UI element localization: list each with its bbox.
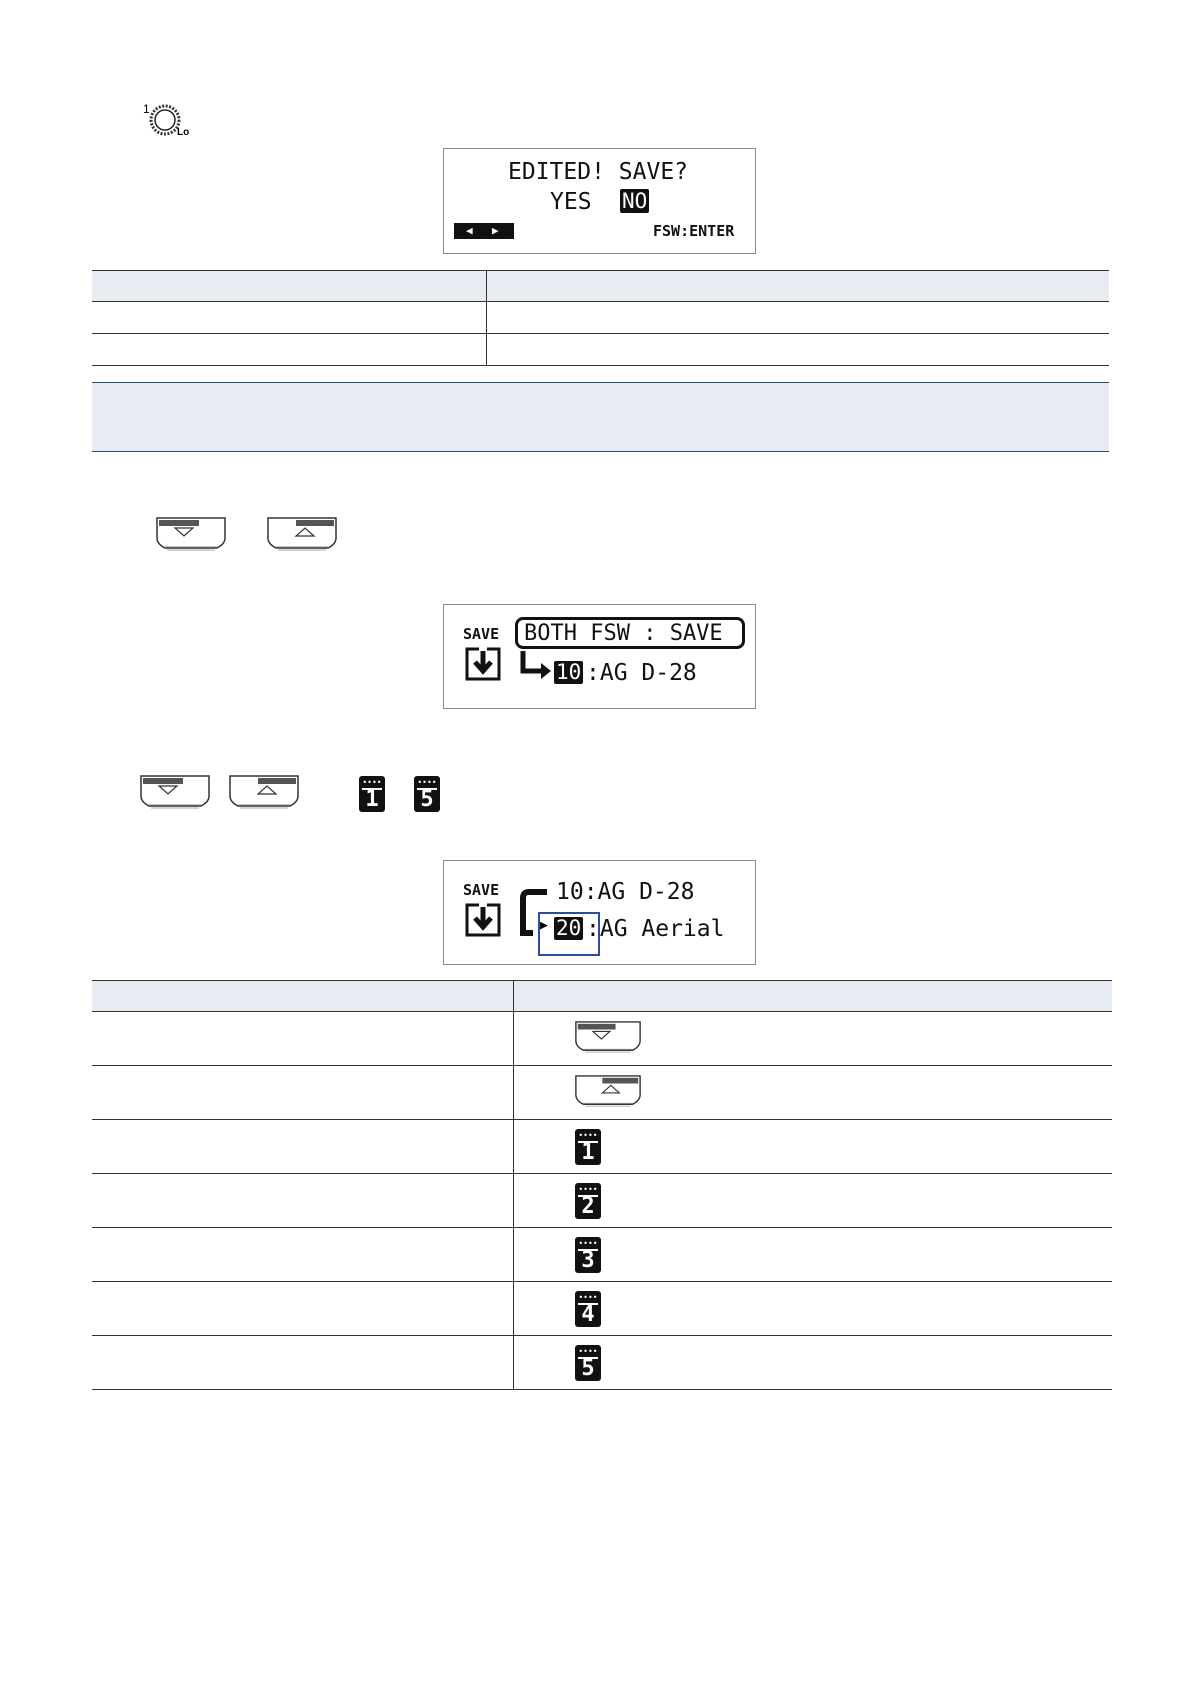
- lcd-destination-name: :AG Aerial: [586, 916, 725, 942]
- memory-switch-number: 3: [581, 1248, 595, 1273]
- level-knob: [140, 100, 190, 140]
- table-row: [92, 1174, 1112, 1228]
- lcd-edited-save: [443, 148, 756, 254]
- lcd-save-label: SAVE: [463, 625, 500, 643]
- table-cell: [514, 1228, 1113, 1282]
- table-cell: [487, 334, 1110, 366]
- table-cell: [92, 1282, 514, 1336]
- memory-switch-3-icon: •••• 3: [575, 1237, 601, 1273]
- left-arrow-icon: ◀: [466, 224, 473, 237]
- lcd-yes-option: YES: [550, 189, 592, 215]
- footswitch-down-icon[interactable]: [139, 774, 211, 812]
- memory-switch-number: 1: [365, 787, 379, 812]
- table-row: [92, 1336, 1112, 1390]
- lcd-patch-name: :AG D-28: [586, 660, 697, 686]
- footswitch-up-icon: [574, 1074, 642, 1110]
- table-row: [92, 1066, 1112, 1120]
- table-cell: [92, 1012, 514, 1066]
- footswitch-down-icon[interactable]: [155, 516, 227, 554]
- save-arrow-icon: [465, 903, 501, 937]
- knob-number: 1: [143, 102, 150, 116]
- memory-switch-number: 1: [581, 1140, 595, 1165]
- lcd-banner: [515, 617, 745, 649]
- table-row: [92, 1120, 1112, 1174]
- memory-switch-2-icon: •••• 2: [575, 1183, 601, 1219]
- footswitch-down-icon: [574, 1020, 642, 1056]
- table-row: [92, 1282, 1112, 1336]
- table-row: [92, 1228, 1112, 1282]
- table-cell: [487, 302, 1110, 334]
- table-cell: [92, 1336, 514, 1390]
- selection-arrow-icon: ▶: [540, 918, 548, 933]
- lcd-no-option: NO: [622, 189, 648, 213]
- footswitch-up-icon[interactable]: [266, 516, 338, 554]
- return-arrow-icon: [519, 651, 555, 681]
- lcd-fsw-enter-hint: FSW:ENTER: [653, 222, 735, 240]
- memory-switch-number: 2: [581, 1194, 595, 1219]
- table-cell: [92, 1120, 514, 1174]
- save-arrow-icon: [465, 647, 501, 681]
- note-box: [92, 382, 1109, 452]
- memory-switch-5-icon: •••• 5: [575, 1345, 601, 1381]
- table-cell: [92, 1174, 514, 1228]
- table-header-cell: [92, 981, 514, 1012]
- memory-switch-number: 4: [581, 1302, 595, 1327]
- lcd-both-fsw-save: [443, 604, 756, 709]
- lcd-source-patch: 10:AG D-28: [556, 879, 695, 905]
- lcd-save-label: SAVE: [463, 881, 500, 899]
- lcd-save-destination: [443, 860, 756, 965]
- highlight-box: [538, 912, 600, 956]
- table-row: [92, 1012, 1112, 1066]
- right-arrow-icon: ▶: [492, 224, 499, 237]
- lcd-save-prompt: EDITED! SAVE?: [508, 159, 689, 185]
- table-row: [92, 334, 1109, 366]
- table-cell: [514, 1282, 1113, 1336]
- table-cell: [92, 1228, 514, 1282]
- table-cell: [514, 1120, 1113, 1174]
- lcd-banner-text: BOTH FSW : SAVE: [524, 621, 723, 646]
- memory-switch-5-icon[interactable]: •••• 5: [414, 776, 440, 812]
- table-header-row: [92, 981, 1112, 1012]
- table-header-row: [92, 271, 1109, 302]
- memory-switch-4-icon: •••• 4: [575, 1291, 601, 1327]
- memory-switch-number: 5: [420, 787, 434, 812]
- knob-lo-label: Lo: [177, 127, 190, 138]
- footswitch-up-icon[interactable]: [228, 774, 300, 812]
- table-cell: [514, 1012, 1113, 1066]
- memory-switch-1-icon[interactable]: •••• 1: [359, 776, 385, 812]
- switch-function-table: [92, 980, 1112, 1390]
- lcd-destination-number: 20: [556, 916, 582, 940]
- table-header-cell: [514, 981, 1113, 1012]
- table-cell: [514, 1336, 1113, 1390]
- table-cell: [92, 1066, 514, 1120]
- table-header-cell: [487, 271, 1110, 302]
- table-cell: [92, 334, 487, 366]
- table-cell: [514, 1174, 1113, 1228]
- table-row: [92, 302, 1109, 334]
- lcd-patch-number: 10: [556, 660, 582, 684]
- table-cell: [514, 1066, 1113, 1120]
- memory-switch-1-icon: •••• 1: [575, 1129, 601, 1165]
- lcd-cursor-arrows: [454, 223, 514, 239]
- parameter-table: [92, 270, 1109, 366]
- table-cell: [92, 302, 487, 334]
- memory-switch-number: 5: [581, 1356, 595, 1381]
- table-header-cell: [92, 271, 487, 302]
